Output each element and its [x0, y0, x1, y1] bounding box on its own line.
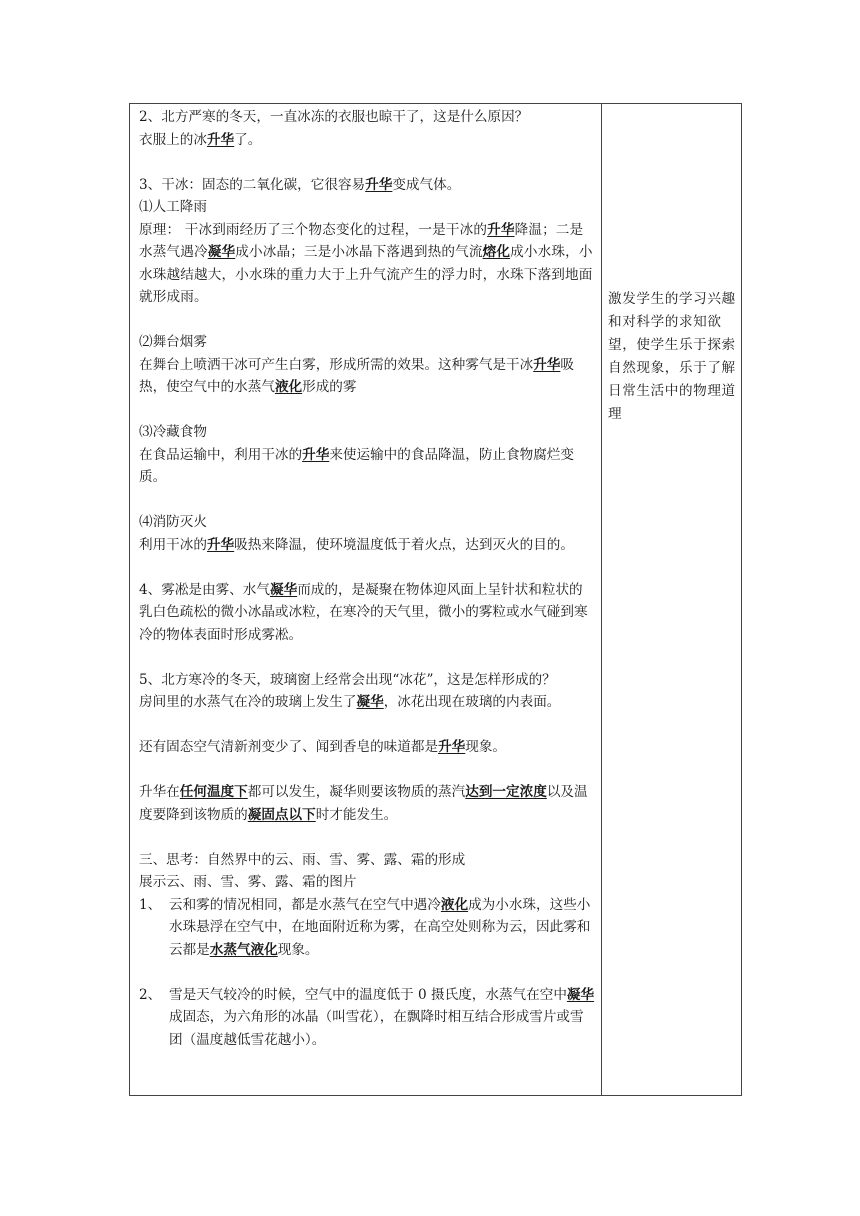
paragraph: 在舞台上喷洒干冰可产生白雾，形成所需的效果。这种雾气是干冰升华吸热，使空气中的水蒸气液化形成的雾: [139, 356, 574, 395]
notes-column: [602, 104, 741, 1095]
key-term: 升华: [302, 446, 330, 463]
list-number: 2、: [139, 986, 162, 1003]
key-term: 水蒸气液化: [209, 941, 278, 958]
key-term: 凝固点以下: [247, 806, 316, 823]
key-term: 凝华: [207, 244, 236, 260]
key-term: 任何温度下: [179, 784, 248, 800]
paragraph: 房间里的水蒸气在冷的玻璃上发生了凝华，冰花出现在玻璃的内表面。: [139, 694, 561, 710]
paragraph: 3、干冰：固态的二氧化碳，它很容易升华变成气体。: [139, 176, 461, 193]
paragraph: 利用干冰的升华吸热来降温，使环境温度低于着火点，达到灭火的目的。: [139, 536, 574, 553]
key-term: 凝华: [566, 986, 595, 1003]
paragraph: 4、雾凇是由雾、水气凝华而成的，是凝聚在物体迎风面上呈针状和粒状的乳白色疏松的微小冰晶或冰粒，在寒冷的天气里，微小的雾粒或水气碰到寒冷的物体表面时形成雾凇。: [139, 581, 588, 643]
key-term: 熔化: [482, 244, 511, 260]
section-heading: 三、思考：自然界中的云、雨、雪、雾、露、霜的形成: [139, 851, 466, 868]
sub-heading: ⑷消防灭火: [139, 514, 207, 530]
list-item: 2、 雪是天气较冷的时候，空气中的温度低于 0 摄氏度，水蒸气在空中凝华成固态，为六角形的冰晶（叫雪花），在飘降时相互结合形成雪片或雪团（温度越低雪花越小）。: [139, 984, 595, 1052]
teaching-goal-note: 激发学生的学习兴趣和对科学的求知欲望，使学生乐于探索自然现象，乐于了解日常生活中的物理道理: [608, 291, 736, 422]
paragraph: 2、北方严寒的冬天，一直冰冻的衣服也晾干了，这是什么原因？: [139, 109, 529, 125]
key-term: 达到一定浓度: [465, 784, 547, 800]
key-term: 升华: [438, 739, 466, 755]
key-term: 升华: [533, 356, 561, 373]
paragraph: 还有固态空气清新剂变少了、闻到香皂的味道都是升华现象。: [139, 739, 507, 755]
paragraph: 展示云、雨、雪、雾、露、霜的图片: [139, 874, 357, 890]
key-term: 液化: [274, 379, 303, 395]
list-item: 1、 云和雾的情况相同，都是水蒸气在空气中遇冷液化成为小水珠，这些小水珠悬浮在空气中，在地面附近称为雾，在高空处则称为云，因此雾和云都是水蒸气液化现象。: [139, 894, 595, 962]
sub-heading: ⑶冷藏食物: [139, 424, 207, 440]
lesson-table: [129, 103, 742, 1096]
key-term: 升华: [487, 221, 515, 238]
content-column: [130, 104, 602, 1095]
key-term: 升华: [206, 536, 235, 553]
paragraph: 衣服上的冰升华了。: [139, 131, 262, 148]
key-term: 升华: [365, 176, 393, 193]
paragraph: 在食品运输中，利用干冰的升华来使运输中的食品降温，防止食物腐烂变质。: [139, 446, 574, 485]
paragraph: 5、北方寒冷的冬天，玻璃窗上经常会出现“冰花”，这是怎样形成的？: [139, 671, 556, 688]
key-term: 升华: [206, 131, 235, 148]
key-term: 凝华: [270, 581, 298, 598]
sub-heading: ⑵舞台烟雾: [139, 334, 207, 350]
key-term: 液化: [440, 896, 469, 913]
paragraph: 升华在任何温度下都可以发生，凝华则要该物质的蒸汽达到一定浓度以及温度要降到该物质的凝固点以下时才能发生。: [139, 784, 588, 823]
sub-heading: ⑴人工降雨: [139, 199, 207, 215]
key-term: 凝华: [356, 694, 384, 710]
paragraph: 原理： 干冰到雨经历了三个物态变化的过程，一是干冰的升华降温；二是水蒸气遇冷凝华成小冰晶；三是小冰晶下落遇到热的气流熔化成小水珠，小水珠越结越大，小水珠的重力大于上升气流产生的浮力时，水珠下落到地面就形成雨。: [139, 221, 593, 305]
list-number: 1、: [139, 896, 162, 913]
